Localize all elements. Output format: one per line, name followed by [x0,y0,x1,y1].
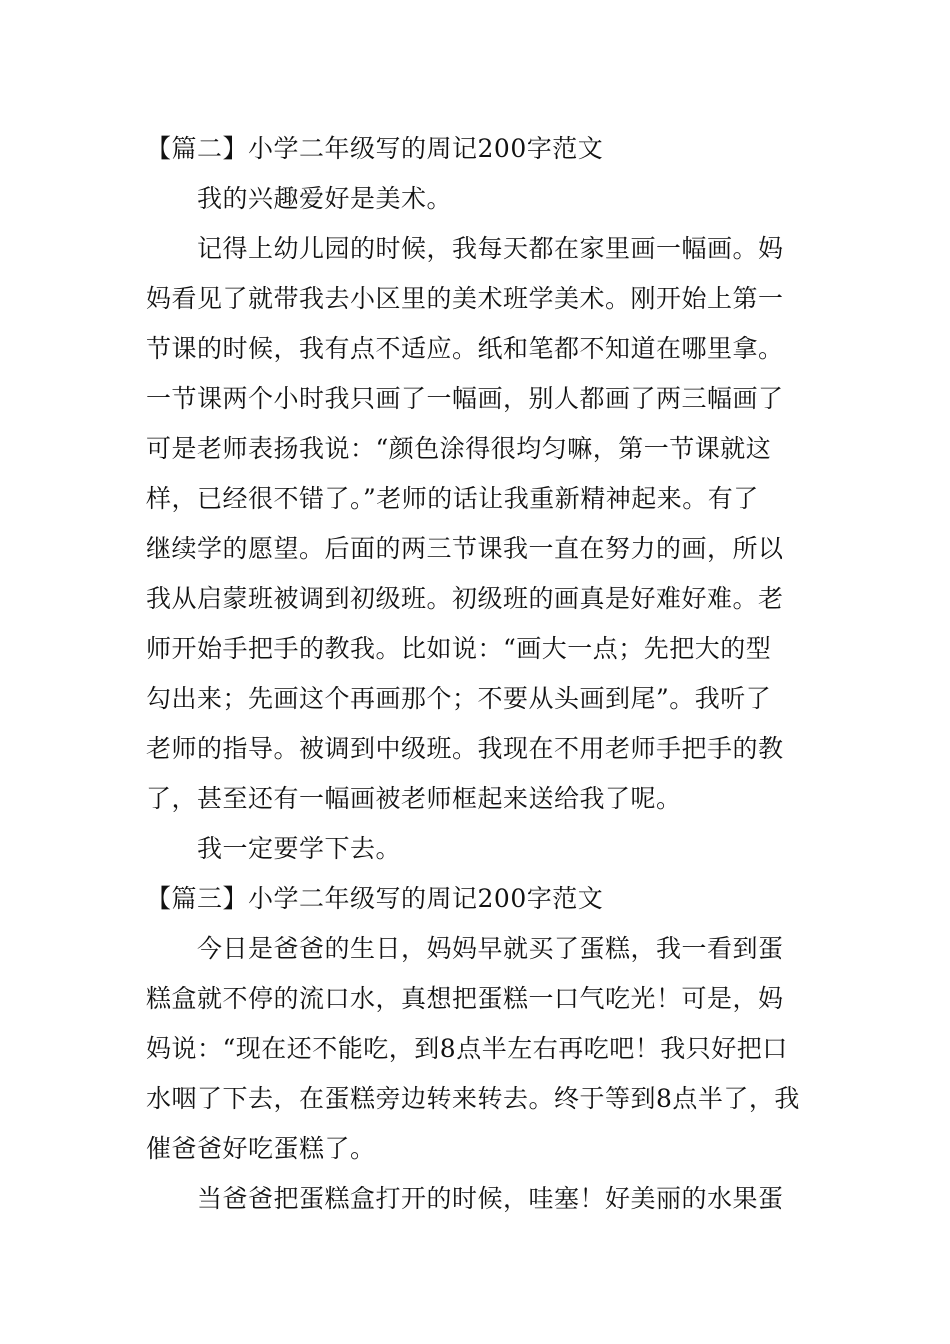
paragraph-line: 师开始手把手的教我。比如说：“画大一点；先把大的型 [146,634,772,663]
paragraph-line: 勾出来；先画这个再画那个；不要从头画到尾”。我听了 [146,684,772,713]
paragraph-line: 我一定要学下去。 [197,834,402,863]
paragraph-line: 糕盒就不停的流口水，真想把蛋糕一口气吃光！可是，妈 [146,984,784,1013]
paragraph-line: 我的兴趣爱好是美术。 [197,184,453,213]
paragraph-line: 妈说：“现在还不能吃，到8点半左右再吃吧！我只好把口 [146,1034,788,1063]
paragraph-line: 记得上幼儿园的时候，我每天都在家里画一幅画。妈 [197,234,784,263]
paragraph-line: 催爸爸好吃蛋糕了。 [146,1134,376,1163]
paragraph-line: 节课的时候，我有点不适应。纸和笔都不知道在哪里拿。 [146,334,784,363]
paragraph-line: 今日是爸爸的生日，妈妈早就买了蛋糕，我一看到蛋 [197,934,784,963]
paragraph-line: 可是老师表扬我说：“颜色涂得很均匀嘛，第一节课就这 [146,434,772,463]
paragraph-line: 水咽了下去，在蛋糕旁边转来转去。终于等到8点半了，我 [146,1084,800,1113]
paragraph-line: 了，甚至还有一幅画被老师框起来送给我了呢。 [146,784,682,813]
paragraph-line: 我从启蒙班被调到初级班。初级班的画真是好难好难。老 [146,584,784,613]
paragraph-line: 继续学的愿望。后面的两三节课我一直在努力的画，所以 [146,534,784,563]
paragraph-line: 当爸爸把蛋糕盒打开的时候，哇塞！好美丽的水果蛋 [197,1184,784,1213]
paragraph-line: 一节课两个小时我只画了一幅画，别人都画了两三幅画了 [146,384,784,413]
section-heading: 【篇三】小学二年级写的周记200字范文 [146,884,604,913]
paragraph-line: 老师的指导。被调到中级班。我现在不用老师手把手的教 [146,734,784,763]
paragraph-line: 妈看见了就带我去小区里的美术班学美术。刚开始上第一 [146,284,784,313]
section-heading: 【篇二】小学二年级写的周记200字范文 [146,134,604,163]
paragraph-line: 样，已经很不错了。”老师的话让我重新精神起来。有了 [146,484,759,513]
